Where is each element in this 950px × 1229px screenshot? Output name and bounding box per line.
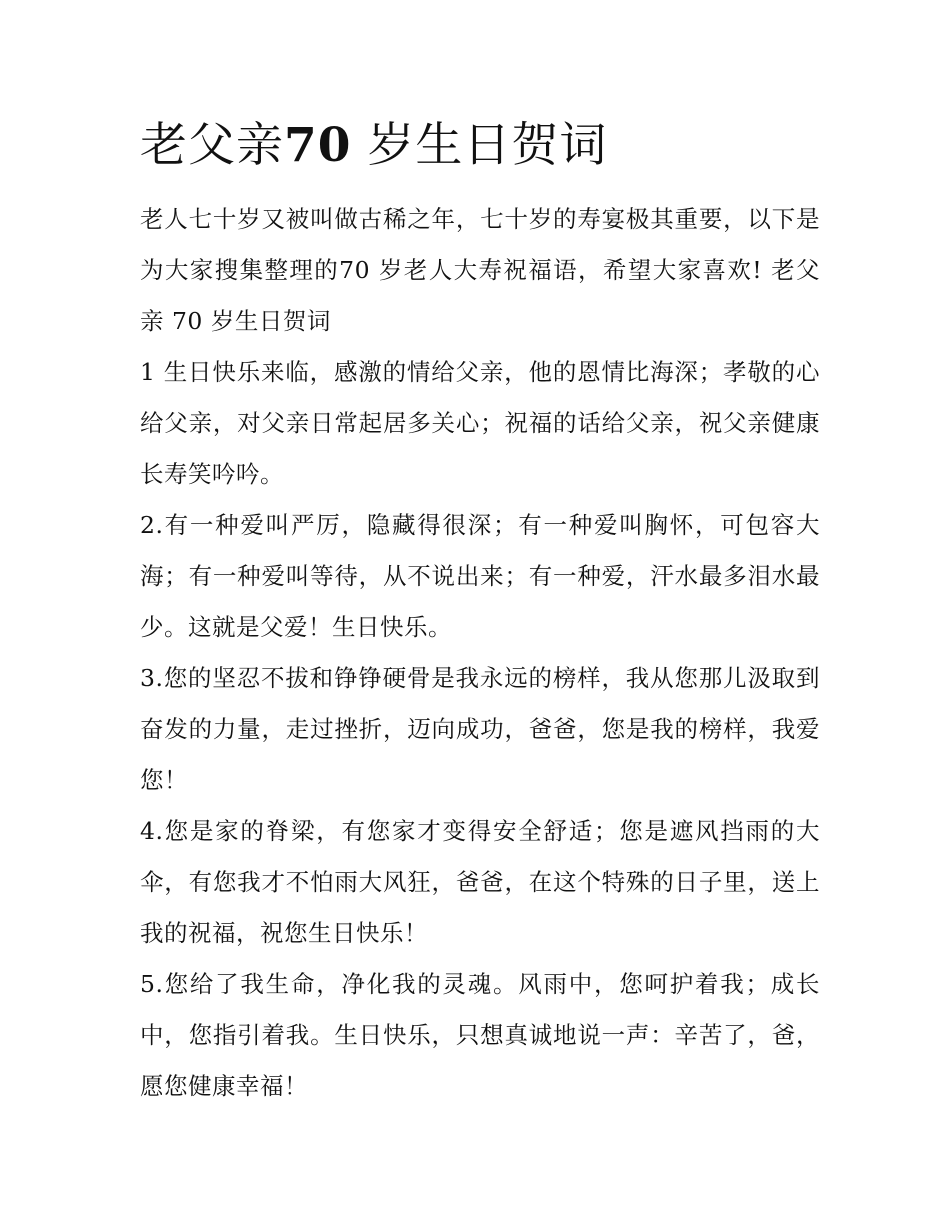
title-text-1: 老父亲 <box>140 118 284 173</box>
wish-paragraph-2: 2.有一种爱叫严厉，隐藏得很深；有一种爱叫胸怀，可包容大海；有一种爱叫等待，从不说出来；有一种爱，汗水最多泪水最少。这就是父爱！生日快乐。 <box>140 511 820 641</box>
title-number: 70 <box>284 118 352 173</box>
document-title <box>140 112 820 180</box>
document-page <box>140 112 820 1112</box>
wish-paragraph-3: 3.您的坚忍不拔和铮铮硬骨是我永远的榜样，我从您那儿汲取到奋发的力量，走过挫折，迈向成功，爸爸，您是我的榜样，我爱您！ <box>140 664 820 794</box>
wish-paragraph-5: 5.您给了我生命，净化我的灵魂。风雨中，您呵护着我；成长中，您指引着我。生日快乐，只想真诚地说一声：辛苦了，爸，愿您健康幸福！ <box>140 970 820 1100</box>
intro-paragraph: 老人七十岁又被叫做古稀之年，七十岁的寿宴极其重要，以下是为大家搜集整理的70 岁老人大寿祝福语，希望大家喜欢! 老父亲 70 岁生日贺词 <box>140 205 820 335</box>
wish-paragraph-1: 1 生日快乐来临，感激的情给父亲，他的恩情比海深；孝敬的心给父亲，对父亲日常起居多关心；祝福的话给父亲，祝父亲健康长寿笑吟吟。 <box>140 358 820 488</box>
title-text-2: 岁生日贺词 <box>351 118 608 173</box>
wish-paragraph-4: 4.您是家的脊梁，有您家才变得安全舒适；您是遮风挡雨的大伞，有您我才不怕雨大风狂，爸爸，在这个特殊的日子里，送上我的祝福，祝您生日快乐！ <box>140 817 820 947</box>
